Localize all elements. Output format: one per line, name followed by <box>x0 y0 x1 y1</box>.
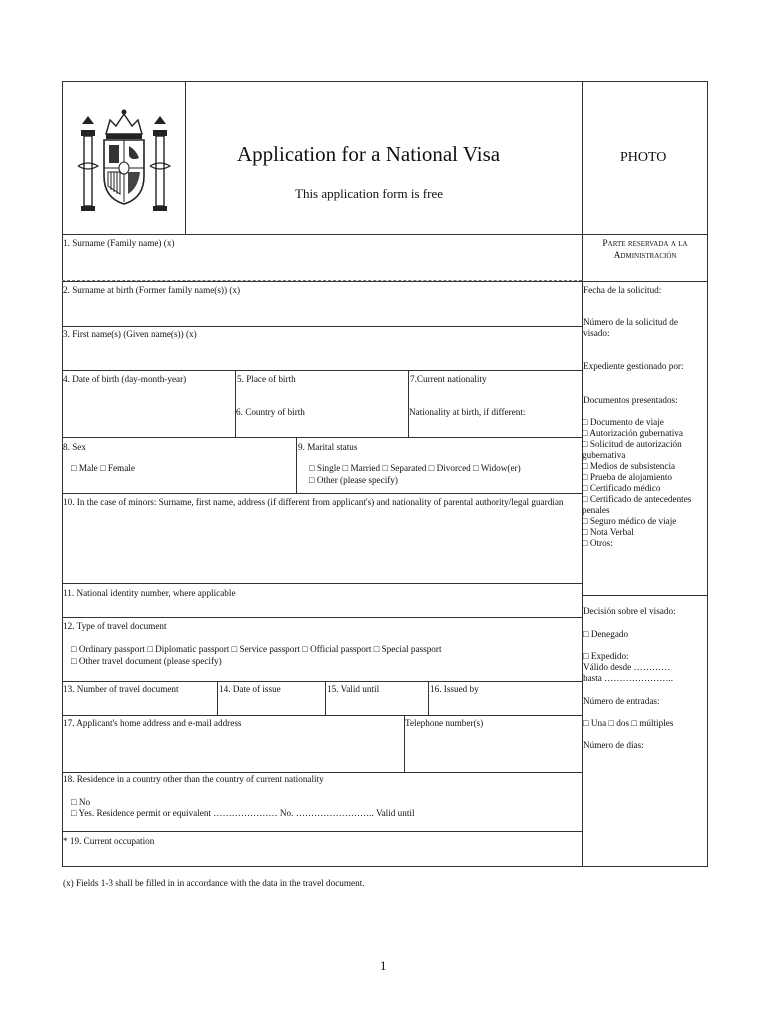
col-5-7-divider <box>408 370 409 437</box>
field-date-of-issue[interactable]: 14. Date of issue <box>219 684 281 694</box>
spain-coat-of-arms-icon <box>76 106 172 216</box>
admin-documentos: Documentos presentados: <box>583 395 678 405</box>
field-first-names[interactable]: 3. First name(s) (Given name(s)) (x) <box>63 329 197 339</box>
form-subtitle: This application form is free <box>295 186 444 201</box>
row-2-bottom <box>62 326 582 327</box>
admin-numero-text: Número de la solicitud de visado: <box>583 317 678 338</box>
admin-line-1 <box>582 281 708 282</box>
row-1-bottom <box>62 281 582 282</box>
admin-documents-list <box>582 417 708 549</box>
field-travel-document-type: 12. Type of travel document <box>63 621 167 631</box>
admin-expediente: Expediente gestionado por: <box>583 361 684 371</box>
field-nationality-at-birth[interactable]: Nationality at birth, if different: <box>409 407 526 417</box>
admin-denegado[interactable]: □ Denegado <box>583 629 629 639</box>
form-title: Application for a National Visa <box>237 142 501 166</box>
row-13-bottom <box>62 715 582 716</box>
doc-item[interactable]: □ Certificado de antecedentes penales <box>582 494 692 515</box>
travel-document-options[interactable]: □ Ordinary passport □ Diplomatic passport □ Service passport □ Official passport □ Special passport <box>71 644 442 654</box>
crest-divider <box>185 81 186 234</box>
admin-line-2 <box>582 595 708 596</box>
doc-item[interactable]: □ Otros: <box>582 538 613 548</box>
doc-item[interactable]: □ Autorización gubernativa <box>582 428 683 438</box>
field-issued-by[interactable]: 16. Issued by <box>430 684 479 694</box>
field-surname-at-birth[interactable]: 2. Surname at birth (Former family name(s)) (x) <box>63 285 241 295</box>
row-3-bottom <box>62 370 582 371</box>
row-17-bottom <box>62 772 582 773</box>
admin-numero-solicitud <box>583 317 705 339</box>
doc-item[interactable]: □ Nota Verbal <box>582 527 634 537</box>
admin-fecha: Fecha de la solicitud: <box>583 285 662 295</box>
header-bottom-line <box>62 234 708 235</box>
col-14-15-divider <box>325 681 326 715</box>
field-marital-status: 9. Marital status <box>298 442 358 452</box>
col-13-14-divider <box>217 681 218 715</box>
doc-item[interactable]: □ Solicitud de autorización gubernativa <box>582 439 682 460</box>
admin-valido-desde: Válido desde ………… <box>583 662 671 672</box>
row-11-bottom <box>62 617 582 618</box>
col-8-9-divider <box>296 437 297 493</box>
doc-item[interactable]: □ Documento de viaje <box>582 417 664 427</box>
frame-top <box>62 81 708 82</box>
marital-status-options[interactable]: □ Single □ Married □ Separated □ Divorced □ Widow(er) <box>309 463 521 473</box>
marital-status-other[interactable]: □ Other (please specify) <box>309 475 398 485</box>
admin-decision: Decisión sobre el visado: <box>583 606 676 616</box>
doc-item[interactable]: □ Certificado médico <box>582 483 661 493</box>
page-number: 1 <box>380 958 387 973</box>
admin-expedido[interactable]: □ Expedido: <box>583 651 629 661</box>
admin-hasta: hasta ………………….. <box>583 673 674 683</box>
row-18-bottom <box>62 831 582 832</box>
field-place-of-birth[interactable]: 5. Place of birth <box>237 374 296 384</box>
col-4-5-divider <box>235 370 236 437</box>
doc-item[interactable]: □ Seguro médico de viaje <box>582 516 677 526</box>
admin-entradas-options[interactable]: □ Una □ dos □ múltiples <box>583 718 674 728</box>
admin-dias: Número de días: <box>583 740 644 750</box>
field-residence-other-country: 18. Residence in a country other than the country of current nationality <box>63 774 324 784</box>
field-current-occupation[interactable]: * 19. Current occupation <box>63 836 155 846</box>
footnote: (x) Fields 1-3 shall be filled in in accordance with the data in the travel document. <box>63 878 365 888</box>
residence-option-yes[interactable]: □ Yes. Residence permit or equivalent ………………… No. …………………….. Valid until <box>71 808 415 818</box>
row-10-bottom <box>62 583 582 584</box>
field-home-address[interactable]: 17. Applicant's home address and e-mail address <box>63 718 242 728</box>
admin-section-header: Parte reservada a la Administración <box>602 239 688 261</box>
doc-item[interactable]: □ Prueba de alojamiento <box>582 472 672 482</box>
sex-options[interactable]: □ Male □ Female <box>71 463 135 473</box>
field-surname[interactable]: 1. Surname (Family name) (x) <box>63 238 175 248</box>
field-travel-document-number[interactable]: 13. Number of travel document <box>63 684 179 694</box>
field-date-of-birth[interactable]: 4. Date of birth (day-month-year) <box>63 374 187 384</box>
frame-bottom <box>62 866 708 867</box>
field-sex: 8. Sex <box>63 442 86 452</box>
field-valid-until[interactable]: 15. Valid until <box>327 684 380 694</box>
field-telephone[interactable]: Telephone number(s) <box>405 718 484 728</box>
field-country-of-birth[interactable]: 6. Country of birth <box>236 407 305 417</box>
row-12-bottom <box>62 681 582 682</box>
doc-item[interactable]: □ Medios de subsistencia <box>582 461 676 471</box>
field-current-nationality[interactable]: 7.Current nationality <box>410 374 487 384</box>
residence-option-no[interactable]: □ No <box>71 797 91 807</box>
frame-left <box>62 81 63 867</box>
field-minors-guardian[interactable]: 10. In the case of minors: Surname, first name, address (if different from applicant's) and nationality of parental authority/legal guardian <box>63 497 564 507</box>
col-15-16-divider <box>428 681 429 715</box>
travel-document-other[interactable]: □ Other travel document (please specify) <box>71 656 222 666</box>
row-8-bottom <box>62 493 582 494</box>
field-national-id[interactable]: 11. National identity number, where applicable <box>63 588 236 598</box>
photo-label: PHOTO <box>620 150 667 165</box>
admin-entradas: Número de entradas: <box>583 696 660 706</box>
row-4-bottom <box>62 437 582 438</box>
